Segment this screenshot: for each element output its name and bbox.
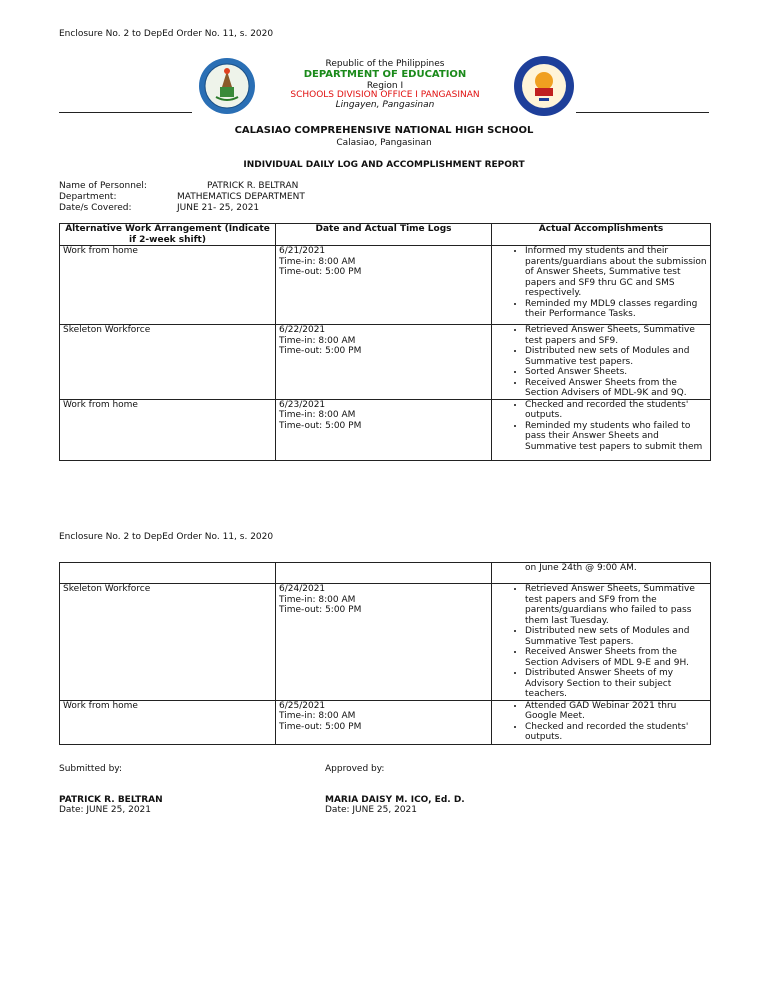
list-item: • Distributed new sets of Modules and Summative test papers. [525,346,707,367]
enclosure-note-page2: Enclosure No. 2 to DepEd Order No. 11, s. 2020 [59,532,274,542]
column-header-accomplishments: Actual Accomplishments [492,224,711,246]
date-cell [276,246,492,325]
time-out: Time-out: 5:00 PM [279,605,362,615]
list-item: • Distributed new sets of Modules and Summative Test papers. [525,626,707,647]
accomplishments-cell [492,563,711,584]
table-row [60,399,711,460]
accomplishments-cell [492,399,711,460]
date-value: 6/25/2021 [279,700,326,711]
list-item: • Retrieved Answer Sheets, Summative test papers and SF9. [525,325,707,346]
time-out: Time-out: 5:00 PM [279,346,362,356]
accomplishment-table [59,223,711,461]
arrangement-cell: Work from home [60,399,276,460]
list-item: • Attended GAD Webinar 2021 thru Google Meet. [525,701,707,722]
name-label: Name of Personnel: [59,181,147,191]
header-left-line [59,112,192,113]
name-value: PATRICK R. BELTRAN [207,181,299,191]
table-row [60,563,711,584]
time-in: Time-in: 8:00 AM [279,335,356,346]
table-row [60,584,711,701]
date-cell [276,325,492,400]
header-right-line [576,112,709,113]
arrangement-cell: Skeleton Workforce [60,584,276,701]
list-item: • Received Answer Sheets from the Section Advisers of MDL-9K and 9Q. [525,378,707,399]
column-header-date: Date and Actual Time Logs [276,224,492,246]
time-out: Time-out: 5:00 PM [279,721,362,732]
approved-name: MARIA DAISY M. ICO, Ed. D. [325,795,465,805]
accomplishment-table-continued [59,562,711,745]
approved-date: Date: JUNE 25, 2021 [325,805,418,815]
accomplishments-cell [492,325,711,400]
list-item: • Retrieved Answer Sheets, Summative test papers and SF9 from the parents/guardians who failed to pass them last Tuesday. [525,584,707,626]
column-header-arrangement: Alternative Work Arrangement (Indicate if 2-week shift) [60,224,276,246]
time-out: Time-out: 5:00 PM [279,267,362,277]
table-row [60,246,711,325]
date-cell [276,700,492,744]
list-item: • Reminded my MDL9 classes regarding their Performance Tasks. [525,299,707,320]
time-out: Time-out: 5:00 PM [279,420,362,431]
report-title: INDIVIDUAL DAILY LOG AND ACCOMPLISHMENT REPORT [243,160,525,170]
division-text: SCHOOLS DIVISION OFFICE I PANGASINAN [290,90,480,100]
submitted-by-label: Submitted by: [59,764,122,774]
school-name: CALASIAO COMPREHENSIVE NATIONAL HIGH SCHOOL [234,125,534,136]
division-seal-logo [513,55,575,117]
department-value: MATHEMATICS DEPARTMENT [177,192,305,202]
list-item: • Reminded my students who failed to pass their Answer Sheets and Summative test papers to submit them [525,421,707,453]
arrangement-cell: Work from home [60,246,276,325]
continuation-text: on June 24th @ 9:00 AM. [525,563,637,573]
date-cell [276,584,492,701]
list-item: • Sorted Answer Sheets. [525,367,707,378]
list-item: • Checked and recorded the students' outputs. [525,722,707,743]
submitted-date: Date: JUNE 25, 2021 [59,805,152,815]
time-in: Time-in: 8:00 AM [279,711,356,721]
time-in: Time-in: 8:00 AM [279,410,356,420]
table-header-row [60,224,711,246]
list-item: • Checked and recorded the students' outputs. [525,400,707,421]
department-label: Department: [59,192,117,202]
dates-label: Date/s Covered: [59,203,132,213]
submitted-name: PATRICK R. BELTRAN [59,795,163,805]
school-location: Calasiao, Pangasinan [336,138,432,148]
accomplishments-cell [492,700,711,744]
arrangement-cell: Work from home [60,700,276,744]
arrangement-cell [60,563,276,584]
school-seal-logo [198,57,256,115]
accomplishments-cell [492,246,711,325]
time-in: Time-in: 8:00 AM [279,594,356,605]
department-text: DEPARTMENT OF EDUCATION [303,69,467,80]
location-text: Lingayen, Pangasinan [335,100,435,110]
republic-text: Republic of the Philippines [325,59,445,69]
date-value: 6/23/2021 [279,399,326,410]
approved-by-label: Approved by: [325,764,385,774]
date-value: 6/21/2021 [279,246,326,256]
list-item: • Distributed Answer Sheets of my Advisory Section to their subject teachers. [525,668,707,700]
time-in: Time-in: 8:00 AM [279,256,356,267]
date-value: 6/22/2021 [279,325,326,335]
dates-value: JUNE 21- 25, 2021 [177,203,260,213]
list-item: • Informed my students and their parents/guardians about the submission of Answer Sheets, Summative test papers and SF9 thru GC and SMS respectively. [525,246,707,299]
enclosure-note: Enclosure No. 2 to DepEd Order No. 11, s. 2020 [59,29,274,39]
table-row [60,700,711,744]
list-item: • Received Answer Sheets from the Section Advisers of MDL 9-E and 9H. [525,647,707,668]
date-cell [276,563,492,584]
table-row [60,325,711,400]
arrangement-cell: Skeleton Workforce [60,325,276,400]
date-value: 6/24/2021 [279,584,326,594]
accomplishments-cell [492,584,711,701]
region-text: Region I [366,81,404,91]
date-cell [276,399,492,460]
